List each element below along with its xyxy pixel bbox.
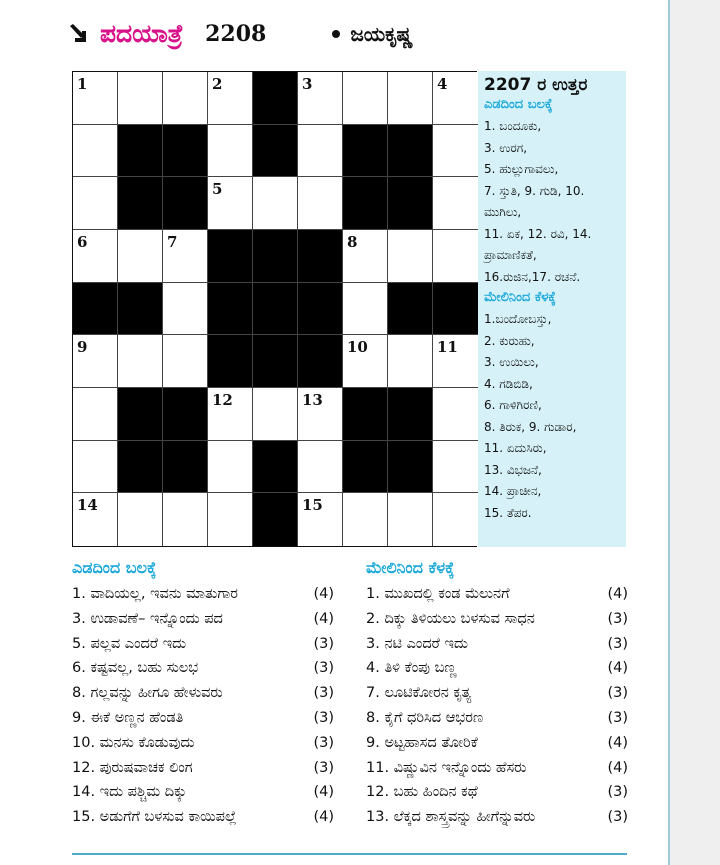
grid-cell[interactable] — [388, 335, 433, 388]
crossword-grid — [72, 71, 477, 547]
clue-length: (4) — [607, 759, 628, 776]
clue-text: 4. ತಿಳಿ ಕೆಂಪು ಬಣ್ಣ — [366, 660, 457, 677]
grid-cell-black — [343, 441, 388, 494]
clue-item — [72, 586, 334, 611]
grid-cell[interactable] — [433, 493, 478, 546]
cell-number: 6 — [77, 233, 88, 251]
clue-item — [366, 685, 628, 710]
grid-cell[interactable] — [73, 230, 118, 283]
grid-cell-black — [298, 230, 343, 283]
grid-cell[interactable] — [388, 72, 433, 125]
clue-item — [72, 735, 334, 760]
clue-length: (4) — [313, 784, 334, 801]
answers-down-list — [484, 309, 620, 524]
clue-length: (4) — [607, 660, 628, 677]
grid-cell-black — [298, 335, 343, 388]
puzzle-number: 2208 — [205, 21, 267, 47]
grid-cell[interactable] — [298, 177, 343, 230]
answer-line: 4. ಗಡಿಬಿಡಿ, — [484, 376, 533, 391]
answer-line: 15. ತೆಪರ. — [484, 505, 532, 520]
grid-cell-black — [118, 177, 163, 230]
clue-text: 13. ಲೆಕ್ಕದ ಶಾಸ್ತ್ರವನ್ನು ಹೀಗೆನ್ನುವರು — [366, 809, 536, 826]
grid-cell-black — [163, 441, 208, 494]
grid-cell-black — [343, 125, 388, 178]
previous-answers-panel — [478, 71, 626, 547]
answer-line: 2. ಕುರುಹು, — [484, 333, 535, 348]
grid-cell-black — [253, 283, 298, 336]
clue-item — [366, 611, 628, 636]
grid-cell-black — [253, 335, 298, 388]
answers-down-heading: ಮೇಲಿನಿಂದ ಕೆಳಕ್ಕೆ — [484, 290, 556, 305]
grid-cell-black — [253, 125, 298, 178]
puzzle-title: ಪದಯಾತ್ರೆ — [100, 19, 184, 48]
grid-cell-black — [208, 335, 253, 388]
grid-cell[interactable] — [208, 72, 253, 125]
clue-item — [72, 636, 334, 661]
clue-item — [72, 685, 334, 710]
answer-line: 1.ಬಂದೋಬಸ್ತು, — [484, 312, 552, 326]
grid-cell[interactable] — [298, 72, 343, 125]
down-clues-heading: ಮೇಲಿನಿಂದ ಕೆಳಕ್ಕೆ — [366, 558, 455, 577]
answer-line: ಮುಗಿಲು, — [484, 205, 522, 219]
cell-number: 7 — [167, 233, 178, 251]
clue-text: 14. ಇದು ಪಶ್ಚಿಮ ದಿಕ್ಕು — [72, 784, 187, 801]
grid-cell-black — [118, 125, 163, 178]
bottom-divider — [72, 853, 627, 855]
clue-length: (4) — [313, 586, 334, 602]
clue-text: 7. ಲೂಟಿಕೋರನ ಕೃತ್ಯ — [366, 685, 472, 702]
answer-line: 1. ಬಂದೂಕು, — [484, 119, 542, 133]
grid-cell[interactable] — [163, 283, 208, 336]
clue-item — [366, 710, 628, 735]
clue-text: 10. ಮನಸು ಕೊಡುವುದು — [72, 734, 195, 751]
grid-cell[interactable] — [433, 72, 478, 125]
clue-length: (3) — [607, 610, 628, 627]
grid-cell-black — [388, 283, 433, 336]
grid-cell[interactable] — [73, 177, 118, 230]
cell-number: 11 — [437, 338, 458, 357]
grid-cell-black — [208, 283, 253, 336]
grid-cell[interactable] — [73, 441, 118, 494]
grid-cell[interactable] — [343, 72, 388, 125]
grid-cell[interactable] — [163, 230, 208, 283]
grid-cell[interactable] — [118, 72, 163, 125]
clue-text: 2. ದಿಕ್ಕು ತಿಳಿಯಲು ಬಳಸುವ ಸಾಧನ — [366, 610, 535, 627]
cell-number: 2 — [212, 75, 223, 93]
answer-line: 13. ವಿಭಜನೆ, — [484, 462, 542, 477]
grid-cell-black — [253, 72, 298, 125]
clue-length: (3) — [607, 809, 628, 826]
clue-text: 1. ಮುಖದಲ್ಲಿ ಕಂಡ ಮೆಲುನಗೆ — [366, 586, 510, 602]
grid-cell[interactable] — [208, 441, 253, 494]
across-clues — [72, 558, 334, 834]
cell-number: 14 — [77, 496, 98, 515]
answers-title: 2207 ರ ಉತ್ತರ — [484, 75, 588, 95]
grid-cell-black — [163, 177, 208, 230]
grid-cell[interactable] — [343, 493, 388, 546]
grid-cell[interactable] — [73, 388, 118, 441]
clue-item — [72, 660, 334, 685]
clue-item — [72, 710, 334, 735]
grid-cell-black — [388, 125, 433, 178]
clue-item — [72, 760, 334, 785]
across-clues-heading: ಎಡದಿಂದ ಬಲಕ್ಕೆ — [72, 558, 157, 577]
grid-cell[interactable] — [253, 177, 298, 230]
grid-cell-black — [163, 125, 208, 178]
answer-line: 11. ಏದುಸಿರು, — [484, 441, 547, 455]
grid-cell[interactable] — [343, 335, 388, 388]
clue-text: 6. ಕಷ್ಟವಲ್ಲ, ಬಹು ಸುಲಭ — [72, 660, 199, 677]
arrow-down-right-icon — [68, 22, 92, 46]
answer-line: 7. ಸ್ತುತಿ, 9. ಗುಡಿ, 10. — [484, 183, 585, 198]
grid-cell[interactable] — [118, 230, 163, 283]
clue-text: 12. ಬಹು ಹಿಂದಿನ ಕಥೆ — [366, 784, 478, 801]
clue-length: (3) — [607, 784, 628, 801]
clue-length: (3) — [313, 635, 334, 652]
cell-number: 5 — [212, 180, 223, 199]
grid-cell-black — [343, 388, 388, 441]
clue-text: 3. ಉಡಾವಣೆ– ಇನ್ನೊಂದು ಪದ — [72, 610, 223, 627]
cell-number: 1 — [77, 75, 88, 93]
grid-cell[interactable] — [73, 72, 118, 125]
grid-cell-black — [343, 177, 388, 230]
grid-cell[interactable] — [208, 493, 253, 546]
clue-text: 11. ವಿಷ್ಣುವಿನ ಇನ್ನೊಂದು ಹೆಸರು — [366, 759, 527, 776]
answer-line: 8. ತಿರುಕ, 9. ಗುಡಾರ, — [484, 419, 577, 434]
grid-cell-black — [73, 283, 118, 336]
clue-text: 9. ಈಕೆ ಅಣ್ಣನ ಹೆಂಡತಿ — [72, 709, 184, 726]
grid-cell[interactable] — [118, 335, 163, 388]
grid-cell[interactable] — [298, 125, 343, 178]
grid-cell-black — [388, 441, 433, 494]
grid-cell[interactable] — [163, 335, 208, 388]
clue-text: 3. ನಟಿ ಎಂದರೆ ಇದು — [366, 635, 468, 652]
grid-cell[interactable] — [433, 388, 478, 441]
grid-cell[interactable] — [433, 335, 478, 388]
clue-length: (3) — [313, 685, 334, 702]
answer-line: 11. ಏಕ, 12. ರವಿ, 14. — [484, 226, 592, 241]
grid-cell[interactable] — [163, 493, 208, 546]
page-edge-rule — [668, 0, 670, 865]
grid-cell[interactable] — [253, 388, 298, 441]
grid-cell[interactable] — [73, 335, 118, 388]
clue-item — [366, 586, 628, 611]
clue-text: 5. ಪಲ್ಲವ ಎಂದರೆ ಇದು — [72, 635, 187, 652]
clue-item — [72, 784, 334, 809]
clue-text: 8. ಗಲ್ಲವನ್ನು ಹೀಗೂ ಹೇಳುವರು — [72, 685, 223, 702]
puzzle-author: ಜಯಕೃಷ್ಣ — [350, 22, 413, 46]
clue-item — [366, 735, 628, 760]
cell-number: 4 — [437, 75, 448, 93]
clue-item — [366, 636, 628, 661]
grid-cell-black — [118, 441, 163, 494]
puzzle-header — [68, 14, 413, 54]
clue-length: (4) — [607, 734, 628, 751]
cell-number: 9 — [77, 338, 88, 357]
grid-cell[interactable] — [208, 177, 253, 230]
grid-cell-black — [388, 388, 433, 441]
cell-number: 13 — [302, 391, 323, 409]
grid-cell[interactable] — [118, 493, 163, 546]
cell-number: 15 — [302, 496, 323, 515]
grid-cell[interactable] — [433, 125, 478, 178]
grid-cell[interactable] — [73, 125, 118, 178]
answer-line: 14. ಪ್ರಾಚೀನ, — [484, 484, 542, 498]
grid-cell-black — [253, 493, 298, 546]
answers-across-list — [484, 116, 620, 288]
grid-cell[interactable] — [163, 72, 208, 125]
answer-line: 3. ಉರಗ, — [484, 140, 528, 155]
grid-cell[interactable] — [388, 230, 433, 283]
grid-cell[interactable] — [343, 283, 388, 336]
clue-item — [366, 660, 628, 685]
grid-cell-black — [388, 177, 433, 230]
grid-cell[interactable] — [73, 493, 118, 546]
clue-length: (3) — [313, 660, 334, 677]
grid-cell-black — [208, 230, 253, 283]
clue-length: (3) — [313, 709, 334, 726]
grid-cell[interactable] — [298, 441, 343, 494]
clue-item — [366, 760, 628, 785]
grid-cell-black — [118, 283, 163, 336]
grid-cell-black — [253, 441, 298, 494]
grid-cell[interactable] — [433, 177, 478, 230]
answer-line: 6. ಗಾಳಿಗಿರಣಿ, — [484, 398, 542, 412]
grid-cell[interactable] — [388, 493, 433, 546]
clue-item — [72, 611, 334, 636]
cell-number: 10 — [347, 338, 368, 357]
clue-text: 1. ವಾದಿಯಲ್ಲ, ಇವನು ಮಾತುಗಾರ — [72, 586, 238, 602]
answer-line: ಪ್ರಾಮಾಣಿಕತೆ, — [484, 248, 537, 262]
clue-text: 8. ಕೈಗೆ ಧರಿಸಿದ ಆಭರಣ — [366, 709, 484, 726]
cell-number: 8 — [347, 233, 358, 251]
clue-length: (4) — [313, 610, 334, 627]
answers-across-heading: ಎಡದಿಂದ ಬಲಕ್ಕೆ — [484, 97, 553, 112]
clue-text: 15. ಅಡುಗೆಗೆ ಬಳಸುವ ಕಾಯಿಪಲ್ಲೆ — [72, 809, 237, 826]
grid-cell-black — [253, 230, 298, 283]
answer-line: 3. ಉಯಿಲು, — [484, 355, 539, 369]
clue-length: (4) — [607, 586, 628, 602]
grid-cell-black — [433, 283, 478, 336]
answer-line: 16.ರುಜಿನ,17. ರಚನೆ. — [484, 269, 581, 284]
cell-number: 12 — [212, 391, 233, 409]
clue-item — [366, 809, 628, 834]
clue-length: (3) — [607, 709, 628, 726]
clue-length: (4) — [313, 809, 334, 826]
grid-cell[interactable] — [298, 493, 343, 546]
bullet-icon — [332, 30, 340, 38]
answer-line: 5. ಹುಲ್ಲುಗಾವಲು, — [484, 162, 559, 176]
grid-cell[interactable] — [208, 125, 253, 178]
clue-text: 12. ಪುರುಷವಾಚಕ ಲಿಂಗ — [72, 759, 193, 776]
grid-cell-black — [163, 388, 208, 441]
clue-length: (3) — [607, 685, 628, 702]
clue-text: 9. ಅಟ್ಟಹಾಸದ ತೋರಿಕೆ — [366, 734, 478, 751]
clue-length: (3) — [313, 734, 334, 751]
grid-cell[interactable] — [208, 388, 253, 441]
clue-length: (3) — [313, 759, 334, 776]
grid-cell[interactable] — [343, 230, 388, 283]
grid-cell[interactable] — [298, 388, 343, 441]
grid-cell[interactable] — [433, 441, 478, 494]
grid-cell-black — [118, 388, 163, 441]
grid-cell[interactable] — [433, 230, 478, 283]
cell-number: 3 — [302, 75, 313, 93]
clue-item — [366, 784, 628, 809]
grid-cell-black — [298, 283, 343, 336]
clue-length: (3) — [607, 635, 628, 652]
clue-item — [72, 809, 334, 834]
down-clues — [366, 558, 628, 834]
